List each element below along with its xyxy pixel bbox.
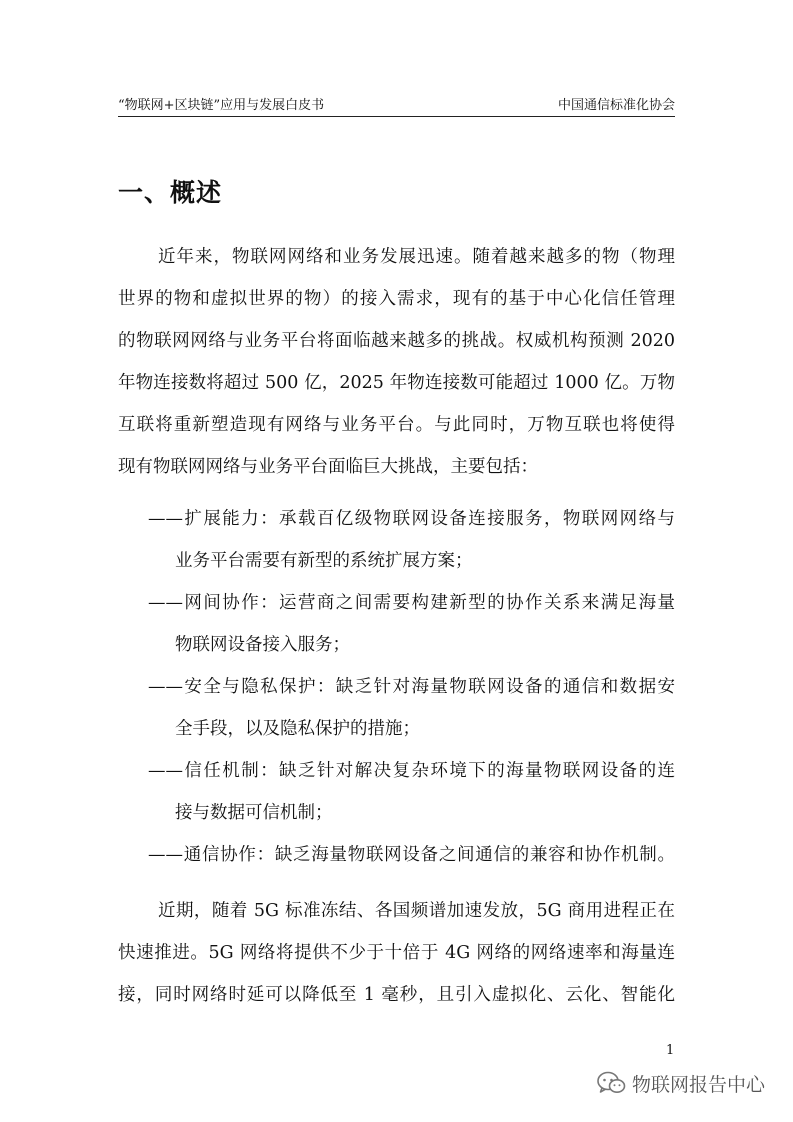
list-item-security-privacy: ——安全与隐私保护：缺乏针对海量物联网设备的通信和数据安	[148, 677, 675, 697]
intro-paragraph	[118, 236, 675, 488]
list-item-interworking: ——网间协作：运营商之间需要构建新型的协作关系来满足海量	[148, 593, 675, 613]
paragraph-line: 现有物联网网络与业务平台面临巨大挑战，主要包括：	[118, 457, 538, 477]
paragraph-line: 近期，随着 5G 标准冻结、各国频谱加速发放，5G 商用进程正在	[158, 901, 675, 921]
page-header	[118, 92, 675, 117]
list-item-scalability: ——扩展能力：承载百亿级物联网设备连接服务，物联网网络与	[148, 509, 675, 529]
watermark-text: 物联网报告中心	[632, 1073, 766, 1096]
wechat-icon	[596, 1070, 626, 1096]
paragraph-line: 的物联网网络与业务平台将面临越来越多的挑战。权威机构预测 2020	[118, 331, 675, 351]
paragraph-line: 近年来，物联网网络和业务发展迅速。随着越来越多的物（物理	[158, 247, 675, 267]
paragraph-line: 互联将重新塑造现有网络与业务平台。与此同时，万物互联也将使得	[118, 415, 675, 435]
watermark	[596, 1068, 765, 1098]
list-item-communication: ——通信协作：缺乏海量物联网设备之间通信的兼容和协作机制。	[148, 845, 675, 865]
organization-name: 中国通信标准化协会	[557, 98, 675, 113]
list-item-trust: ——信任机制：缺乏针对解决复杂环境下的海量物联网设备的连	[148, 761, 675, 781]
challenge-list	[118, 498, 675, 876]
document-title: “物联网+区块链”应用与发展白皮书	[118, 98, 325, 113]
list-item-continuation: 物联网设备接入服务；	[175, 635, 350, 655]
paragraph-line: 年物连接数将超过 500 亿，2025 年物连接数可能超过 1000 亿。万物	[118, 373, 675, 393]
paragraph-line: 世界的物和虚拟世界的物）的接入需求，现有的基于中心化信任管理	[118, 289, 675, 309]
list-item-continuation: 接与数据可信机制；	[175, 803, 333, 823]
list-item-continuation: 全手段，以及隐私保护的措施；	[175, 719, 420, 739]
paragraph-line: 快速推进。5G 网络将提供不少于十倍于 4G 网络的网络速率和海量连	[118, 943, 675, 963]
list-item-continuation: 业务平台需要有新型的系统扩展方案；	[175, 551, 473, 571]
paragraph-line: 接，同时网络时延可以降低至 1 毫秒，且引入虚拟化、云化、智能化	[118, 985, 675, 1005]
section-heading: 一、概述	[118, 178, 223, 207]
5g-paragraph	[118, 890, 675, 1016]
page-number: 1	[666, 1043, 675, 1058]
